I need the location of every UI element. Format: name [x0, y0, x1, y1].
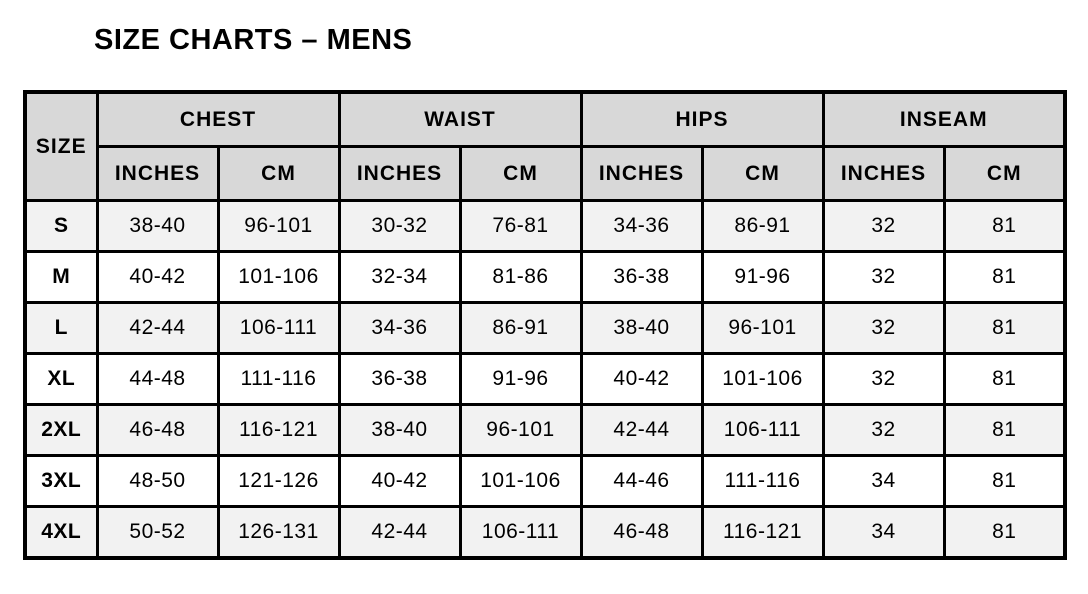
waist-group-header: WAIST — [339, 92, 581, 147]
data-cell: 32 — [823, 252, 944, 303]
data-cell: 42-44 — [339, 507, 460, 558]
data-cell: 32 — [823, 201, 944, 252]
data-cell: 30-32 — [339, 201, 460, 252]
data-cell: 81-86 — [460, 252, 581, 303]
table-row — [25, 252, 1065, 303]
size-cell: 4XL — [25, 507, 97, 558]
data-cell: 111-116 — [218, 354, 339, 405]
data-cell: 34 — [823, 507, 944, 558]
waist-inches-header: INCHES — [339, 147, 460, 201]
waist-cm-header: CM — [460, 147, 581, 201]
table-row — [25, 456, 1065, 507]
data-cell: 81 — [944, 354, 1065, 405]
data-cell: 81 — [944, 405, 1065, 456]
data-cell: 96-101 — [218, 201, 339, 252]
data-cell: 116-121 — [218, 405, 339, 456]
data-cell: 38-40 — [581, 303, 702, 354]
inseam-inches-header: INCHES — [823, 147, 944, 201]
data-cell: 126-131 — [218, 507, 339, 558]
chest-group-header: CHEST — [97, 92, 339, 147]
size-cell: S — [25, 201, 97, 252]
data-cell: 101-106 — [702, 354, 823, 405]
size-chart-table — [23, 90, 1067, 560]
table-row — [25, 405, 1065, 456]
table-body — [25, 201, 1065, 558]
data-cell: 48-50 — [97, 456, 218, 507]
table-row — [25, 354, 1065, 405]
table-row — [25, 507, 1065, 558]
data-cell: 86-91 — [702, 201, 823, 252]
hips-group-header: HIPS — [581, 92, 823, 147]
data-cell: 42-44 — [581, 405, 702, 456]
data-cell: 46-48 — [581, 507, 702, 558]
data-cell: 106-111 — [702, 405, 823, 456]
hips-inches-header: INCHES — [581, 147, 702, 201]
data-cell: 32-34 — [339, 252, 460, 303]
page-title: SIZE CHARTS – MENS — [94, 24, 413, 56]
data-cell: 38-40 — [97, 201, 218, 252]
chest-inches-header: INCHES — [97, 147, 218, 201]
data-cell: 96-101 — [460, 405, 581, 456]
size-cell: M — [25, 252, 97, 303]
unit-header-row — [25, 147, 1065, 201]
data-cell: 116-121 — [702, 507, 823, 558]
data-cell: 81 — [944, 507, 1065, 558]
data-cell: 101-106 — [218, 252, 339, 303]
data-cell: 91-96 — [460, 354, 581, 405]
data-cell: 76-81 — [460, 201, 581, 252]
data-cell: 50-52 — [97, 507, 218, 558]
data-cell: 40-42 — [581, 354, 702, 405]
data-cell: 96-101 — [702, 303, 823, 354]
data-cell: 34 — [823, 456, 944, 507]
hips-cm-header: CM — [702, 147, 823, 201]
data-cell: 40-42 — [97, 252, 218, 303]
data-cell: 44-48 — [97, 354, 218, 405]
data-cell: 81 — [944, 252, 1065, 303]
data-cell: 34-36 — [581, 201, 702, 252]
data-cell: 81 — [944, 303, 1065, 354]
data-cell: 91-96 — [702, 252, 823, 303]
data-cell: 121-126 — [218, 456, 339, 507]
data-cell: 38-40 — [339, 405, 460, 456]
data-cell: 46-48 — [97, 405, 218, 456]
inseam-group-header: INSEAM — [823, 92, 1065, 147]
data-cell: 40-42 — [339, 456, 460, 507]
table-row — [25, 201, 1065, 252]
data-cell: 44-46 — [581, 456, 702, 507]
data-cell: 106-111 — [460, 507, 581, 558]
data-cell: 32 — [823, 405, 944, 456]
data-cell: 101-106 — [460, 456, 581, 507]
data-cell: 32 — [823, 303, 944, 354]
data-cell: 34-36 — [339, 303, 460, 354]
chest-cm-header: CM — [218, 147, 339, 201]
size-column-header: SIZE — [25, 92, 97, 201]
size-cell: 3XL — [25, 456, 97, 507]
data-cell: 36-38 — [339, 354, 460, 405]
data-cell: 32 — [823, 354, 944, 405]
data-cell: 81 — [944, 456, 1065, 507]
size-cell: XL — [25, 354, 97, 405]
inseam-cm-header: CM — [944, 147, 1065, 201]
data-cell: 106-111 — [218, 303, 339, 354]
data-cell: 86-91 — [460, 303, 581, 354]
size-cell: L — [25, 303, 97, 354]
data-cell: 111-116 — [702, 456, 823, 507]
table-row — [25, 303, 1065, 354]
data-cell: 42-44 — [97, 303, 218, 354]
data-cell: 36-38 — [581, 252, 702, 303]
group-header-row — [25, 92, 1065, 147]
size-cell: 2XL — [25, 405, 97, 456]
data-cell: 81 — [944, 201, 1065, 252]
table-header — [25, 92, 1065, 201]
